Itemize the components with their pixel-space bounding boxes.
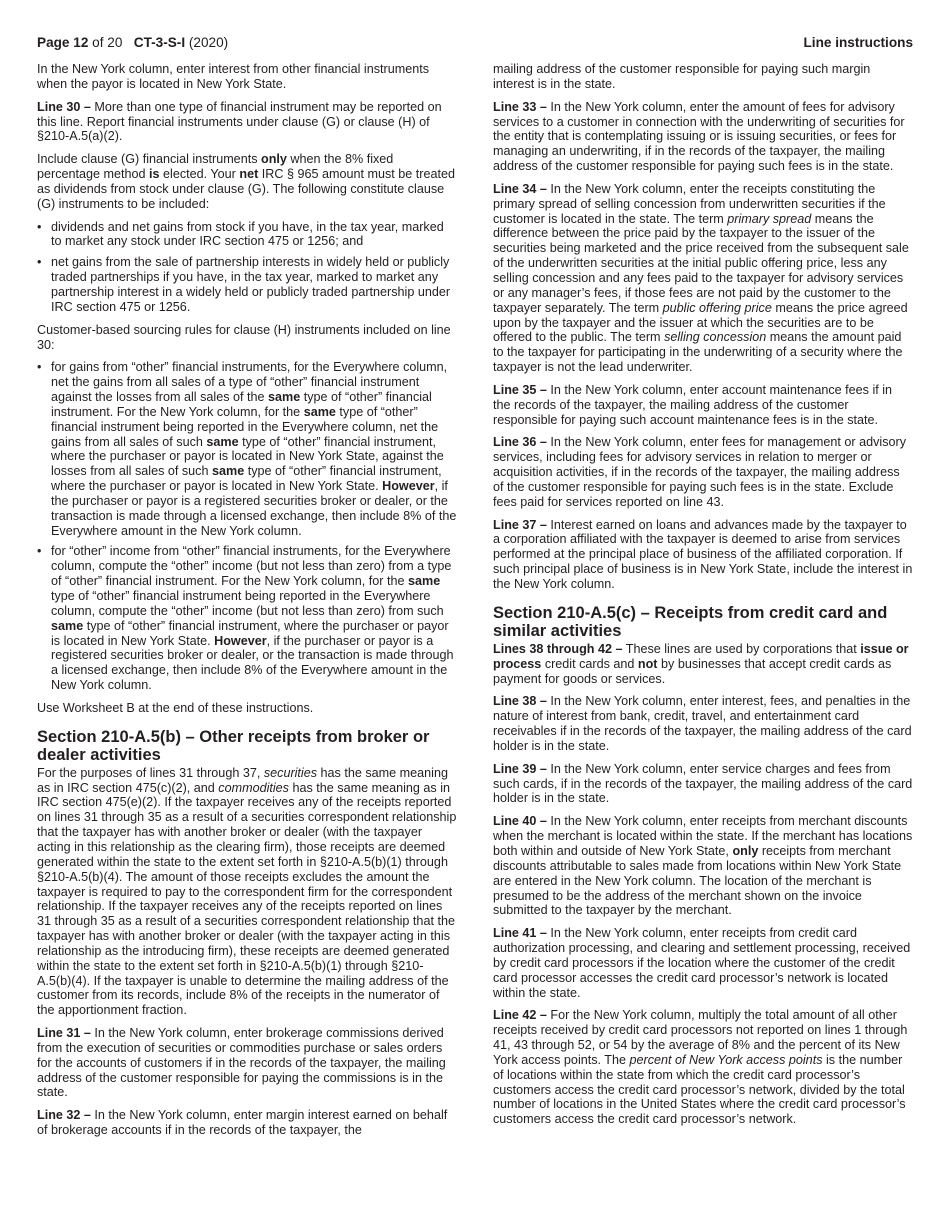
line-30-text: More than one type of financial instrument may be reported on this line. Report financial instruments under clause (G) or clause (H) of §210-A.5(a)(2). <box>37 99 442 144</box>
text: IRC § 965 amount must be treated as dividends from stock under clause (G). The following constitute clause (G) instruments to be included: <box>37 167 455 211</box>
text: for gains from “other” financial instruments, for the Everywhere column, net the gains from all sales of a type of “other” financial instrument against the losses from all sales of the <box>51 360 448 405</box>
emphasis: not <box>637 656 658 671</box>
emphasis: However <box>214 633 267 648</box>
text: when the 8% fixed percentage method <box>37 152 394 182</box>
emphasis: same <box>408 574 441 589</box>
page-info <box>37 34 228 52</box>
page-label: Page 12 <box>37 35 89 50</box>
paragraph-worksheet-b: Use Worksheet B at the end of these instructions. <box>37 700 314 715</box>
text: type of “other” financial instrument. For the New York column, for the <box>51 390 432 419</box>
line-41-text: In the New York column, enter receipts from credit card authorization processing, and clearing and settlement processing, received by credit card processors if the location where the customer of the credit card processor accesses the credit card processor’s network is located within the state. <box>493 926 911 1000</box>
section-b-heading: Section 210-A.5(b) – Other receipts from broker or dealer activities <box>37 727 430 764</box>
line-41-label: Line 41 – <box>493 926 547 941</box>
line-35-label: Line 35 – <box>493 382 547 397</box>
line-31-text: In the New York column, enter brokerage commissions derived from the execution of securities or commodities purchase or sales orders for the accounts of customers if in the records of the taxpayer, the mailing address of the customer responsible for paying the commissions is in the state. <box>37 1026 446 1100</box>
line-37 <box>493 518 913 592</box>
section-title: Line instructions <box>803 35 913 50</box>
line-32-label: Line 32 – <box>37 1108 91 1123</box>
text: These lines are used by corporations that <box>625 641 857 656</box>
line-39 <box>493 762 913 807</box>
line-31-label: Line 31 – <box>37 1026 91 1041</box>
text: means the amount paid to the taxpayer for participating in the underwriting of a security where the taxpayer is not the lead underwriter. <box>493 330 903 375</box>
page-of: of 20 <box>92 35 123 50</box>
form-year: (2020) <box>188 35 229 50</box>
line-37-text: Interest earned on loans and advances made by the taxpayer to a corporation affiliated with the taxpayer is deemed to arise from services performed at the principal place of business of the affiliated corporation. If such principal place of business is in New York State, include the interest in the New York column. <box>493 517 913 591</box>
line-38-text: In the New York column, enter interest, fees, and penalties in the nature of interest from bank, credit, travel, and entertainment card receivables if in the records of the taxpayer, the mailing address of the card holder is in the state. <box>493 694 912 753</box>
section-c-heading: Section 210-A.5(c) – Receipts from credit card and similar activities <box>493 603 888 640</box>
line-39-label: Line 39 – <box>493 761 547 776</box>
emphasis: same <box>211 464 245 479</box>
text: credit cards and <box>544 656 635 671</box>
line-30 <box>37 100 457 145</box>
term: securities <box>263 765 318 780</box>
text: is the number of locations within the state from which the credit card processor’s customers access the credit card processor’s network, divided by the total number of locations in the United States where the credit card processor’s customers access the credit card processor’s network. <box>493 1052 906 1127</box>
text: type of “other” financial instrument, where the purchaser or payor is located in New York State. <box>51 618 449 648</box>
term: public offering price <box>662 300 772 315</box>
line-33 <box>493 100 913 174</box>
line-40-label: Line 40 – <box>493 814 547 829</box>
text: has the same meaning as in IRC section 475(e)(2). If the taxpayer receives any of the receipts reported on lines 31 through 35 as a result of a securities correspondent relationship that the taxpayer has with another broker or dealer (with the taxpayer acting in this relationship as the clearing firm), those receipts are deemed generated within the state to the extent set forth in §210-A.5(b)(1) through §210-A.5(b)(4). The amount of those receipts excludes the amount the taxpayer is required to pay to the correspondent firm for the correspondent relationship. If the taxpayer receives any of the receipts reported on lines 31 through 35 as a result of a securities correspondent relationship that the taxpayer has with another broker or dealer (with the taxpayer acting in this relationship as the introducing firm), these receipts are deemed generated within the state to the extent set forth in §210-A.5(b)(1) through §210-A.5(b)(4). If the taxpayer is unable to determine the mailing address of the customer from its records, include 8% of the receipts in the numerator of the apportionment fraction. <box>37 780 457 1018</box>
text: For the New York column, multiply the total amount of all other receipts received by credit card processors not reported on lines 1 through 41, 43 through 52, or 54 by the average of 8% and the percent of its New York access points. The <box>493 1008 908 1067</box>
lines-38-42-label: Lines 38 through 42 – <box>493 641 623 656</box>
line-36-label: Line 36 – <box>493 435 547 450</box>
term: commodities <box>218 780 289 795</box>
list-item: • dividends and net gains from stock if you have, in the tax year, marked to market any stock under IRC section 475 or 1256; and <box>37 220 457 250</box>
emphasis: However <box>382 479 435 494</box>
list-item <box>37 544 457 692</box>
line-32 <box>37 1108 457 1138</box>
line-38 <box>493 694 913 753</box>
emphasis: issue or process <box>493 641 909 671</box>
text: type of “other” financial instrument, where the purchaser or payor is located in New York State, against the losses from all sales of such <box>51 434 444 479</box>
emphasis: is <box>149 167 160 182</box>
term: percent of New York access points <box>629 1052 823 1067</box>
text: , if the purchaser or payor is a registered securities broker or dealer, or the transaction is made through a licensed exchange, then include 8% of the Everywhere amount in the New York column. <box>51 479 457 538</box>
line-32-continued: mailing address of the customer responsible for paying such margin interest is in the state. <box>493 62 871 91</box>
emphasis: same <box>303 404 336 419</box>
text: type of “other” financial instrument being reported in the Everywhere column, compute the “other” income (but not less than zero) from such <box>51 589 444 618</box>
line-30-label: Line 30 – <box>37 99 91 114</box>
line-42-label: Line 42 – <box>493 1008 547 1023</box>
page-header <box>37 34 913 54</box>
clause-h-list <box>37 360 457 693</box>
lines-38-42 <box>493 642 913 687</box>
emphasis: same <box>268 390 301 405</box>
text: has the same meaning as in IRC section 475(c)(2), and <box>37 765 448 795</box>
line-34-label: Line 34 – <box>493 181 547 196</box>
line-34 <box>493 182 913 375</box>
line-36 <box>493 435 913 509</box>
text: means the difference between the price paid by the taxpayer to the issuer of the securities being marketed and the price received from the subsequent sale of the underwritten securities at the initial public offering price, less any selling concession and any fees paid to the taxpayer for advisory services or any manager’s fees, if those fees are not paid by the customer to the taxpayer separately. The term <box>493 211 909 315</box>
emphasis: same <box>206 434 239 449</box>
emphasis: only <box>732 843 759 858</box>
clause-g-list <box>37 220 457 315</box>
list-item: • net gains from the sale of partnership interests in widely held or publicly traded partnerships if you have, in the tax year, marked to market any partnership interest in a widely held or publicly traded partnership under IRC section 475 or 1256. <box>37 255 457 314</box>
line-35-text: In the New York column, enter account maintenance fees if in the records of the taxpayer, the mailing address of the customer responsible for paying such account maintenance fees is in the state. <box>493 382 893 427</box>
text: Include clause (G) financial instruments <box>37 152 258 167</box>
list-item <box>37 360 457 538</box>
text: by businesses that accept credit cards as payment for goods or services. <box>493 656 892 686</box>
emphasis: same <box>51 618 84 633</box>
term: primary spread <box>727 211 812 226</box>
text: In the New York column, enter the receipts constituting the primary spread of selling concession from underwritten securities if the customer is located in the state. The term <box>493 181 886 226</box>
text: , if the purchaser or payor is a registered securities broker or dealer, or the transaction is made through a licensed exchange, then include 8% of the Everywhere amount in the New York column. <box>51 633 454 693</box>
term: selling concession <box>664 330 767 345</box>
text: In the New York column, enter receipts from merchant discounts when the merchant is located within the state. If the merchant has locations both within and outside of New York State, <box>493 814 913 858</box>
paragraph-section-b <box>37 766 457 1018</box>
line-40 <box>493 814 913 918</box>
right-column <box>493 62 913 1135</box>
line-33-text: In the New York column, enter the amount of fees for advisory services to a customer in connection with the underwriting of securities for the entity that is contemplating issuing or is issuing securities, or fees for managing an underwriting, if in the records of the taxpayer, the mailing address of the customer responsible for paying such fees is in the state. <box>493 99 905 174</box>
paragraph-clause-h: Customer-based sourcing rules for clause (H) instruments included on line 30: <box>37 322 451 352</box>
text: type of “other” financial instrument, where the purchaser or payor is located in New York State. <box>51 464 442 494</box>
text: means the price agreed upon by the taxpayer and the issuer at which the securities are to be offered to the public. The term <box>493 300 908 345</box>
line-39-text: In the New York column, enter service charges and fees from such cards, if in the records of the taxpayer, the mailing address of the card holder is in the state. <box>493 761 913 806</box>
text: receipts from merchant discounts attributable to sales made from locations within New York State are entered in the New York column. The location of the merchant is presumed to be the address of the merchant shown on the invoice submitted to the taxpayer by the merchant. <box>493 843 902 918</box>
left-column <box>37 62 457 1146</box>
line-41 <box>493 926 913 1000</box>
emphasis: only <box>261 152 287 167</box>
form-id: CT-3-S-I <box>133 35 186 50</box>
text: type of “other” financial instrument being reported in the Everywhere column, net the gains from all sales of such <box>51 404 439 449</box>
text: For the purposes of lines 31 through 37, <box>37 765 261 780</box>
line-38-label: Line 38 – <box>493 694 547 709</box>
emphasis: net <box>239 167 259 182</box>
line-36-text: In the New York column, enter fees for management or advisory services, including fees for advisory services in relation to merger or acquisition activities, if in the records of the taxpayer, the mailing address of the customer responsible for paying such fees is in the state. Exclude fees paid for services reported on line 43. <box>493 435 907 509</box>
line-33-label: Line 33 – <box>493 99 547 114</box>
line-42 <box>493 1008 913 1127</box>
text: for “other” income from “other” financial instruments, for the Everywhere column, compute the “other” income (but not less than zero) from a type of “other” financial instrument. For the New York column, for the <box>51 544 452 589</box>
paragraph-clause-g <box>37 152 457 211</box>
text: elected. Your <box>163 167 236 182</box>
paragraph-other-instruments: In the New York column, enter interest from other financial instruments when the payor is located in New York State. <box>37 62 429 91</box>
line-37-label: Line 37 – <box>493 517 547 532</box>
line-35 <box>493 383 913 428</box>
line-32-text: In the New York column, enter margin interest earned on behalf of brokerage accounts if in the records of the taxpayer, the <box>37 1108 448 1138</box>
line-31 <box>37 1026 457 1100</box>
